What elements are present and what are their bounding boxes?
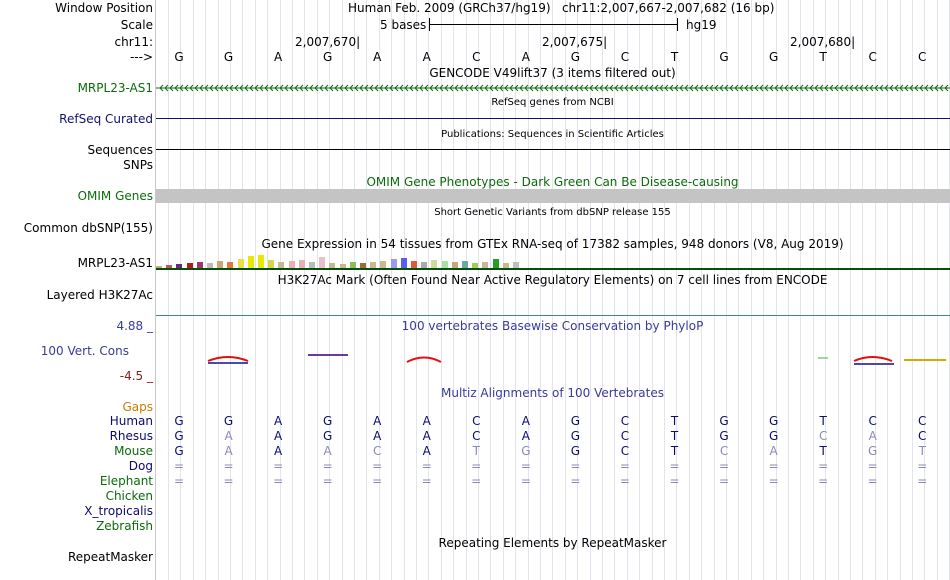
base-letter: G	[719, 50, 729, 64]
repeatmasker-title: Repeating Elements by RepeatMasker	[438, 536, 667, 550]
position-tick-1: 2,007,670|	[295, 35, 361, 49]
gtex-tissue-bar[interactable]	[248, 256, 254, 268]
aligned-base: T	[819, 444, 827, 458]
gtex-tissue-bar[interactable]	[442, 261, 448, 268]
species-label-chicken[interactable]: Chicken	[105, 489, 153, 503]
gtex-tissue-bar[interactable]	[238, 259, 244, 268]
aligned-base: G	[868, 444, 878, 458]
scale-db: hg19	[686, 18, 717, 32]
aligned-base: =	[520, 474, 531, 488]
aligned-base: G	[174, 444, 184, 458]
base-letter: G	[223, 50, 234, 64]
aligned-base: =	[570, 459, 581, 473]
aligned-base: T	[819, 414, 827, 428]
scale-text: 5 bases	[380, 18, 427, 32]
conservation-wiggle[interactable]	[156, 348, 950, 368]
aligned-base: G	[174, 429, 184, 443]
conservation-max: 4.88 _	[116, 319, 153, 333]
species-label-human[interactable]: Human	[109, 414, 153, 428]
aligned-base: =	[421, 459, 432, 473]
omim-bar[interactable]	[156, 189, 950, 203]
aligned-base: =	[471, 474, 482, 488]
aligned-base: =	[669, 474, 680, 488]
aligned-base: G	[174, 414, 184, 428]
refseq-title: RefSeq genes from NCBI	[491, 97, 614, 108]
gtex-expression-bars[interactable]	[156, 250, 556, 268]
base-letter: C	[868, 50, 877, 64]
aligned-base: G	[570, 414, 581, 428]
gtex-gene-line[interactable]	[156, 268, 950, 270]
base-letter: T	[670, 50, 679, 64]
base-letter: A	[273, 50, 283, 64]
aligned-base: =	[273, 474, 284, 488]
h3k27ac-title: H3K27Ac Mark (Often Found Near Active Regulatory Elements) on 7 cell lines from ENCODE	[277, 273, 828, 287]
aligned-base: =	[818, 474, 829, 488]
aligned-base: =	[768, 459, 779, 473]
conservation-label[interactable]: 100 Vert. Cons	[40, 344, 129, 358]
gtex-tissue-bar[interactable]	[391, 259, 397, 268]
aligned-base: A	[521, 414, 530, 428]
aligned-base: A	[422, 429, 431, 443]
multiz-title: Multiz Alignments of 100 Vertebrates	[440, 386, 665, 400]
aligned-base: A	[224, 429, 233, 443]
aligned-base: =	[421, 474, 432, 488]
publications-title: Publications: Sequences in Scientific Articles	[441, 129, 664, 140]
aligned-base: =	[372, 459, 383, 473]
aligned-base: =	[322, 459, 333, 473]
aligned-base: =	[619, 474, 630, 488]
aligned-base: C	[818, 429, 828, 443]
omim-title: OMIM Gene Phenotypes - Dark Green Can Be Disease-causing	[366, 175, 739, 189]
chrom-label: chr11:	[114, 35, 153, 49]
snps-label[interactable]: SNPs	[123, 158, 153, 172]
aligned-base: C	[472, 414, 481, 428]
window-position-text: Human Feb. 2009 (GRCh37/hg19) chr11:2,007,667-2,007,682 (16 bp)	[348, 1, 775, 15]
gencode-gene-track[interactable]	[156, 81, 950, 95]
aligned-base: =	[768, 474, 779, 488]
refseq-line[interactable]	[156, 118, 950, 119]
species-label-zebrafish[interactable]: Zebrafish	[96, 519, 153, 533]
gtex-tissue-bar[interactable]	[217, 261, 223, 268]
dbsnp-title: Short Genetic Variants from dbSNP release 155	[434, 207, 671, 218]
h3k27ac-baseline[interactable]	[156, 315, 950, 316]
gtex-tissue-bar[interactable]	[431, 260, 437, 268]
species-label-mouse[interactable]: Mouse	[114, 444, 153, 458]
aligned-base: G	[521, 444, 531, 458]
gtex-title: Gene Expression in 54 tissues from GTEx RNA-seq of 17382 samples, 948 donors (V8, Aug 2019)	[261, 237, 844, 251]
aligned-base: T	[670, 429, 679, 443]
base-letter: C	[620, 50, 630, 64]
aligned-base: G	[570, 429, 581, 443]
conservation-min: -4.5 _	[119, 369, 153, 383]
position-tick-2: 2,007,675|	[542, 35, 608, 49]
aligned-base: A	[373, 414, 382, 428]
aligned-base: G	[719, 414, 729, 428]
aligned-base: C	[620, 414, 630, 428]
base-letter: A	[422, 50, 431, 64]
h3k27ac-label[interactable]: Layered H3K27Ac	[46, 288, 153, 302]
aligned-base: A	[521, 429, 530, 443]
aligned-base: C	[472, 429, 481, 443]
gtex-tissue-bar[interactable]	[258, 255, 264, 268]
aligned-base: =	[173, 459, 185, 473]
base-letter: G	[768, 50, 779, 64]
strand-arrow-label: --->	[129, 50, 153, 64]
gaps-label[interactable]: Gaps	[122, 400, 153, 414]
aligned-base: G	[322, 414, 333, 428]
base-letter: A	[521, 50, 530, 64]
sequences-label[interactable]: Sequences	[87, 143, 153, 157]
aligned-base: =	[719, 459, 730, 473]
aligned-base: =	[223, 474, 234, 488]
aligned-base: =	[719, 474, 730, 488]
aligned-base: =	[322, 474, 333, 488]
base-letter: G	[322, 50, 333, 64]
aligned-base: =	[818, 459, 829, 473]
gtex-tissue-bar[interactable]	[299, 260, 305, 268]
gtex-tissue-bar[interactable]	[411, 261, 417, 268]
scale-label: Scale	[120, 18, 153, 32]
gtex-tissue-bar[interactable]	[289, 261, 295, 268]
aligned-base: =	[669, 459, 680, 473]
species-label-x_tropicalis[interactable]: X_tropicalis	[84, 504, 153, 518]
aligned-base: =	[372, 474, 383, 488]
gtex-label[interactable]: MRPL23-AS1	[77, 256, 153, 270]
aligned-base: T	[670, 444, 679, 458]
aligned-base: A	[422, 444, 431, 458]
aligned-base: A	[323, 444, 332, 458]
aligned-base: A	[422, 414, 431, 428]
aligned-base: =	[223, 459, 234, 473]
aligned-base: =	[867, 459, 878, 473]
aligned-base: =	[570, 474, 581, 488]
aligned-base: =	[619, 459, 630, 473]
window-position-label: Window Position	[55, 1, 153, 15]
aligned-base: C	[372, 444, 382, 458]
position-tick-3: 2,007,680|	[790, 35, 856, 49]
aligned-base: A	[373, 429, 382, 443]
aligned-base: A	[769, 444, 778, 458]
aligned-base: =	[173, 474, 185, 488]
aligned-base: =	[520, 459, 531, 473]
aligned-base: C	[719, 444, 729, 458]
aligned-base: G	[322, 429, 333, 443]
aligned-base: =	[917, 459, 928, 473]
conservation-title: 100 vertebrates Basewise Conservation by PhyloP	[401, 319, 704, 333]
gtex-tissue-bar[interactable]	[319, 257, 325, 268]
base-letter: A	[373, 50, 382, 64]
species-label-elephant[interactable]: Elephant	[99, 474, 153, 488]
gtex-tissue-bar[interactable]	[493, 259, 499, 268]
aligned-base: C	[620, 429, 630, 443]
aligned-base: C	[620, 444, 630, 458]
species-label-rhesus[interactable]: Rhesus	[109, 429, 153, 443]
aligned-base: A	[273, 444, 283, 458]
aligned-base: G	[570, 444, 581, 458]
gtex-tissue-bar[interactable]	[401, 258, 407, 268]
base-letter: G	[570, 50, 581, 64]
aligned-base: G	[768, 429, 779, 443]
species-label-dog[interactable]: Dog	[128, 459, 153, 473]
aligned-base: =	[867, 474, 878, 488]
aligned-base: =	[917, 474, 928, 488]
omim-label[interactable]: OMIM Genes	[77, 189, 153, 203]
repeatmasker-label[interactable]: RepeatMasker	[67, 550, 153, 564]
base-letter: T	[819, 50, 827, 64]
aligned-base: A	[868, 429, 877, 443]
scale-bar-left-tick	[429, 18, 430, 31]
scale-bar	[429, 24, 677, 25]
gtex-tissue-bar[interactable]	[380, 261, 386, 268]
aligned-base: T	[472, 444, 480, 458]
dbsnp-label[interactable]: Common dbSNP(155)	[23, 221, 153, 235]
aligned-base: =	[273, 459, 284, 473]
gtex-tissue-bar[interactable]	[268, 260, 274, 268]
base-letter: G	[174, 50, 184, 64]
aligned-base: G	[719, 429, 729, 443]
refseq-label[interactable]: RefSeq Curated	[59, 112, 153, 126]
sequences-line[interactable]	[156, 149, 950, 150]
gtex-tissue-bar[interactable]	[462, 261, 468, 268]
aligned-base: C	[918, 429, 927, 443]
aligned-base: A	[273, 429, 283, 443]
aligned-base: C	[918, 414, 927, 428]
aligned-base: A	[273, 414, 283, 428]
aligned-base: G	[223, 414, 234, 428]
gencode-label[interactable]: MRPL23-AS1	[77, 81, 153, 95]
aligned-base: G	[768, 414, 779, 428]
aligned-base: =	[471, 459, 482, 473]
aligned-base: C	[868, 414, 877, 428]
base-letter: C	[918, 50, 927, 64]
aligned-base: T	[918, 444, 926, 458]
aligned-base: T	[670, 414, 679, 428]
base-letter: C	[472, 50, 481, 64]
aligned-base: A	[224, 444, 233, 458]
gencode-title: GENCODE V49lift37 (3 items filtered out)	[429, 66, 676, 80]
scale-bar-right-tick	[677, 18, 678, 31]
